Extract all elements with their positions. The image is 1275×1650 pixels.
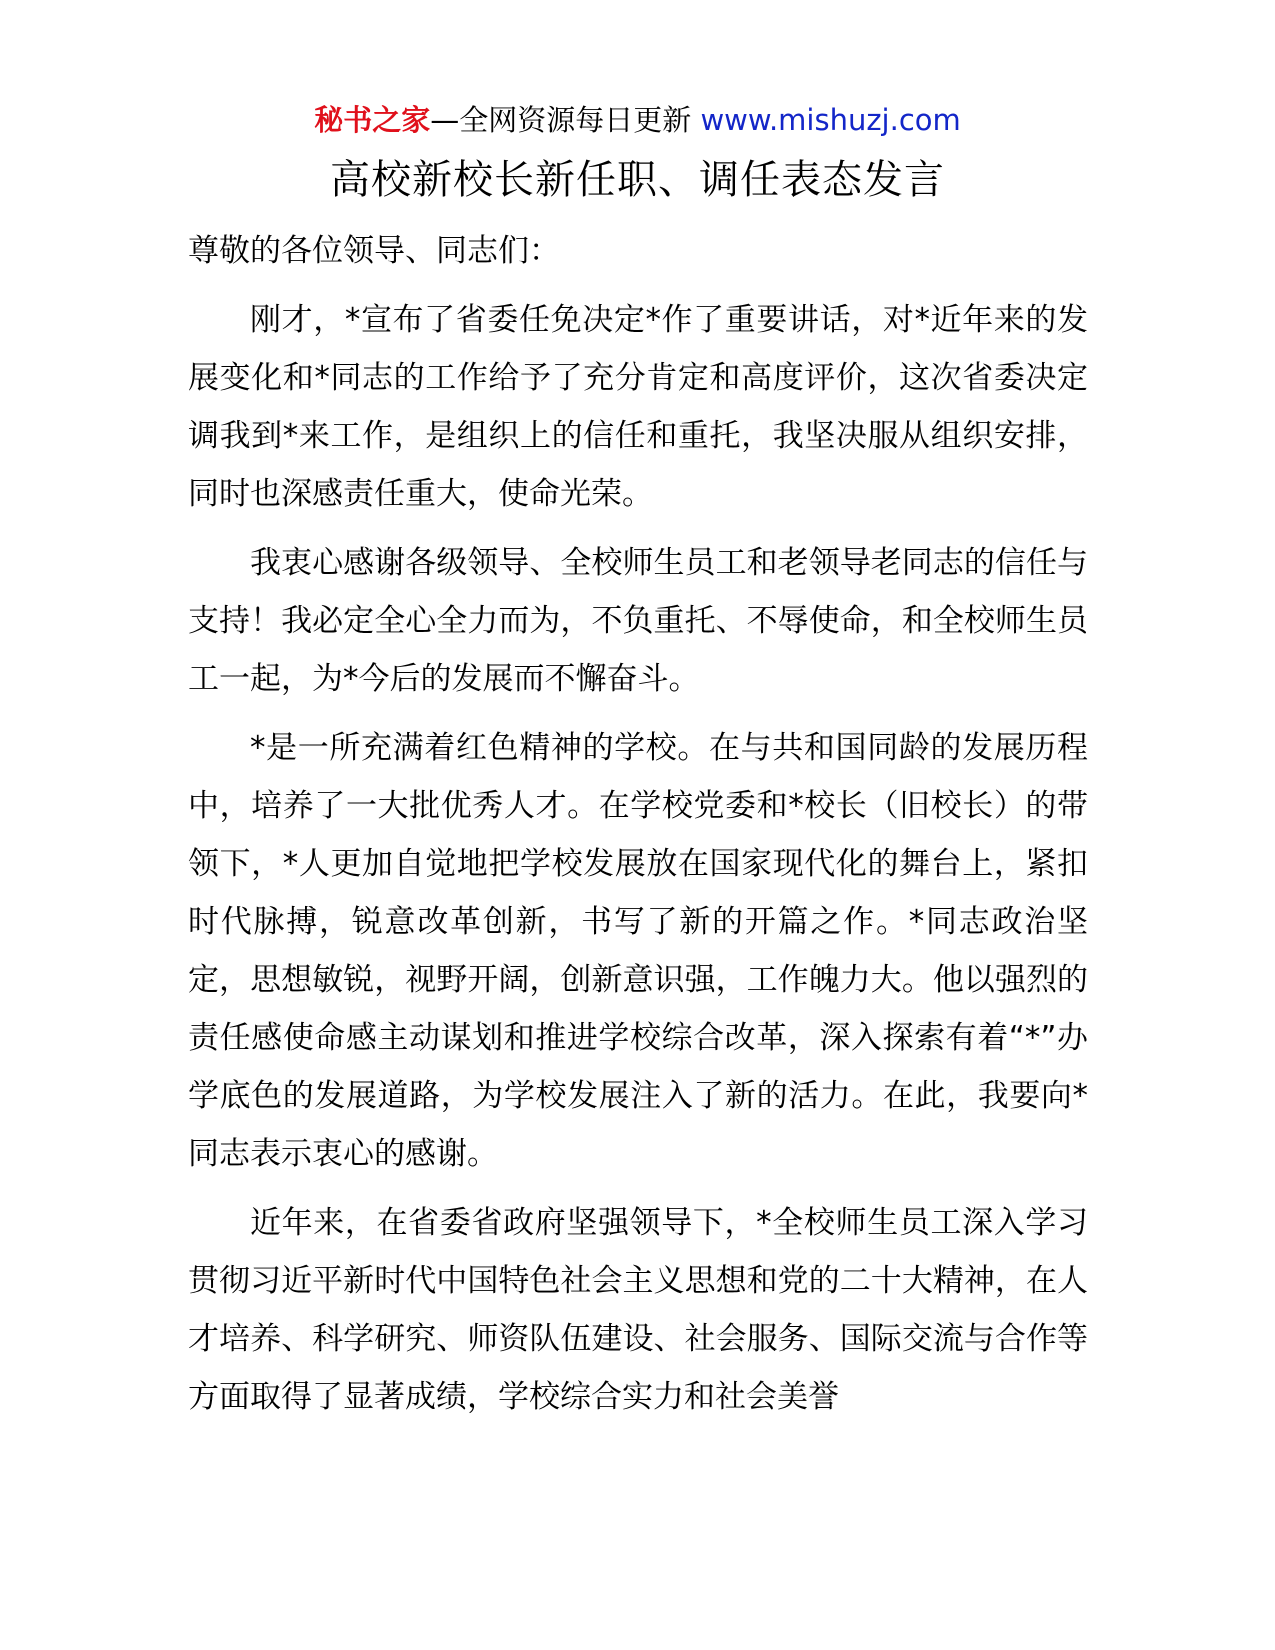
paragraph: 近年来，在省委省政府坚强领导下，*全校师生员工深入学习贯彻习近平新时代中国特色社会主义思想和党的二十大精神，在人才培养、科学研究、师资队伍建设、社会服务、国际交流与合作等方面取得了显著成绩，学校综合实力和社会美誉: [188, 1205, 1088, 1415]
site-header: [0, 100, 1275, 140]
site-brand: 秘书之家: [314, 103, 431, 137]
paragraph: 我衷心感谢各级领导、全校师生员工和老领导老同志的信任与支持！我必定全心全力而为，不负重托、不辱使命，和全校师生员工一起，为*今后的发展而不懈奋斗。: [188, 545, 1088, 697]
salutation: 尊敬的各位领导、同志们：: [188, 233, 560, 269]
document-body: [188, 222, 1088, 1437]
site-url-link[interactable]: www.mishuzj.com: [700, 103, 961, 137]
paragraph: *是一所充满着红色精神的学校。在与共和国同龄的发展历程中，培养了一大批优秀人才。在学校党委和*校长（旧校长）的带领下，*人更加自觉地把学校发展放在国家现代化的舞台上，紧扣时代脉搏，锐意改革创新，书写了新的开篇之作。*同志政治坚定，思想敏锐，视野开阔，创新意识强，工作魄力大。他以强烈的责任感使命感主动谋划和推进学校综合改革，深入探索有着“*”办学底色的发展道路，为学校发展注入了新的活力。在此，我要向*同志表示衷心的感谢。: [188, 730, 1088, 1172]
document-title: 高校新校长新任职、调任表态发言: [330, 157, 945, 203]
paragraph: 刚才，*宣布了省委任免决定*作了重要讲话，对*近年来的发展变化和*同志的工作给予了充分肯定和高度评价，这次省委决定调我到*来工作，是组织上的信任和重托，我坚决服从组织安排，同时也深感责任重大，使命光荣。: [188, 302, 1088, 512]
site-slogan: —全网资源每日更新: [430, 103, 692, 137]
